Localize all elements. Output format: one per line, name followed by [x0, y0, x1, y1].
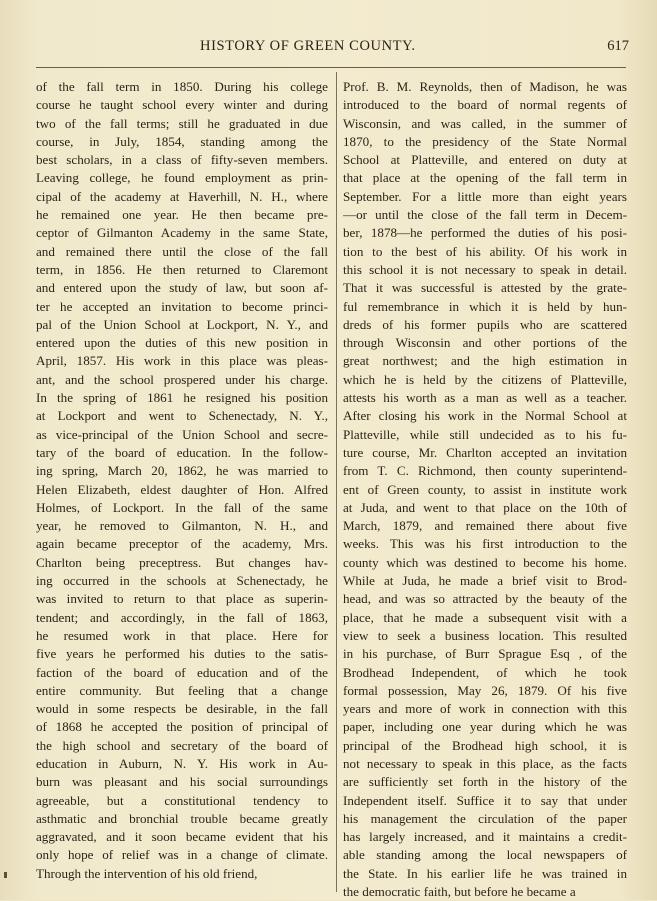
text-line: the democratic faith, but before he became a — [343, 884, 576, 900]
text-line: as vice-principal of the Union School and secre- — [36, 426, 328, 442]
text-line: After closing his work in the Normal School at — [343, 408, 627, 424]
margin-mark — [4, 872, 7, 878]
text-line: Wisconsin, and was called, in the summer of — [343, 115, 627, 131]
text-line: able standing among the local newspapers of — [343, 847, 627, 863]
text-line: That it was successful is attested by the grate- — [343, 280, 627, 296]
text-line: March, 1879, and remained there about five — [343, 518, 627, 534]
text-line: this school it is not necessary to speak in detail. — [343, 261, 627, 277]
text-line: paper, including one year during which he was — [343, 719, 627, 735]
text-line: attests his worth as a man as well as a teacher. — [343, 390, 627, 406]
text-line: While at Juda, he made a brief visit to Brod- — [343, 573, 627, 589]
column-divider — [336, 72, 337, 892]
text-line: Leaving college, he found employment as prin- — [36, 170, 328, 186]
text-line: ture course, Mr. Charlton accepted an invitation — [343, 444, 627, 460]
text-line: Independent itself. Suffice it to say that under — [343, 792, 627, 808]
text-line: the high school and secretary of the board of — [36, 737, 328, 753]
text-line: Through the intervention of his old friend, — [36, 865, 258, 881]
text-line: of the fall term in 1850. During his college — [36, 79, 328, 94]
text-line: has largely increased, and it maintains a credit- — [343, 829, 627, 845]
text-line: Prof. B. M. Reynolds, then of Madison, he was — [343, 79, 627, 94]
text-line: in his purchase, of Burr Sprague Esq , of the — [343, 646, 627, 662]
text-line: ing spring, March 20, 1862, he was married to — [36, 463, 328, 479]
text-line: through Wisconsin and other portions of the — [343, 335, 627, 351]
text-line: 1870, to the presidency of the State Normal — [343, 133, 627, 149]
text-line: of 1868 he accepted the position of principal of — [36, 719, 328, 735]
text-line: faction of the board of education and of the — [36, 664, 328, 680]
text-line: which he is held by the citizens of Platteville, — [343, 371, 627, 387]
text-line: are sufficiently set forth in the history of the — [343, 774, 627, 790]
text-line: ent of Green county, to assist in institute work — [343, 481, 627, 497]
text-line: entire community. But feeling that a change — [36, 682, 328, 698]
text-line: burn was pleasant and his social surroundings — [36, 774, 328, 790]
text-line: asthmatic and bronchial trouble became greatly — [36, 810, 328, 826]
text-line: head, and was so attracted by the beauty of the — [343, 591, 627, 607]
text-line: tendent; and accordingly, in the fall of 1863, — [36, 609, 328, 625]
text-line: five years he performed his duties to the satis- — [36, 646, 328, 662]
text-line: term, in 1856. He then returned to Claremont — [36, 261, 328, 277]
text-line: two of the fall terms; still he graduated in due — [36, 115, 328, 131]
text-line: years and more of work in connection with this — [343, 701, 627, 717]
text-line: cipal of the academy at Haverhill, N. H., where — [36, 188, 328, 204]
text-line: would in some respects be desirable, in the fall — [36, 701, 328, 717]
text-line: —or until the close of the fall term in Decem- — [343, 207, 627, 223]
text-line: Brodhead Independent, of which he took — [343, 664, 627, 680]
text-line: ceptor of Gilmanton Academy in the same State, — [36, 225, 328, 241]
text-line: ful remembrance in which it is held by hun- — [343, 298, 627, 314]
text-line: at Juda, and went to that place on the 10th of — [343, 499, 627, 515]
text-line: Charlton being preceptress. But changes hav- — [36, 554, 328, 570]
text-line: again became preceptor of the academy, Mrs. — [36, 536, 328, 552]
text-line: best scholars, in a class of fifty-seven members. — [36, 152, 328, 168]
text-line: place, that he made a subsequent visit with a — [343, 609, 627, 625]
left-column — [36, 78, 328, 883]
text-line: ing occurred in the schools at Schenectady, he — [36, 573, 328, 589]
header-rule — [36, 67, 626, 68]
text-line: Helen Elizabeth, eldest daughter of Hon. Alfred — [36, 481, 328, 497]
text-line: only hope of relief was in a change of climate. — [36, 847, 328, 863]
text-line: that place at the opening of the fall term in — [343, 170, 627, 186]
text-line: introduced to the board of normal regents of — [343, 97, 627, 113]
text-line: course he taught school every winter and during — [36, 97, 328, 113]
text-line: pal of the Union School at Lockport, N. Y., and — [36, 316, 328, 332]
page-header — [0, 38, 657, 58]
text-line: year, he removed to Gilmanton, N. H., and — [36, 518, 328, 534]
text-line: he resumed work in that place. Here for — [36, 627, 328, 643]
right-column — [343, 78, 627, 901]
text-line: entered upon the duties of this new position in — [36, 335, 328, 351]
text-line: the State. In his earlier life he was trained in — [343, 865, 627, 881]
text-line: was invited to return to that place as superin- — [36, 591, 328, 607]
text-line: formal possession, May 26, 1879. Of his five — [343, 682, 627, 698]
text-line: he remained one year. He then became pre- — [36, 207, 328, 223]
text-line: and entered upon the study of law, but soon af- — [36, 280, 328, 296]
text-line: tary of the board of education. In the follow- — [36, 444, 328, 460]
text-line: September. For a little more than eight years — [343, 188, 627, 204]
text-line: School at Platteville, and entered on duty at — [343, 152, 627, 168]
text-line: ber, 1878—he performed the duties of his posi- — [343, 225, 627, 241]
text-line: In the spring of 1861 he resigned his position — [36, 390, 328, 406]
text-line: not necessary to speak in this place, as the facts — [343, 755, 627, 771]
text-line: great northwest; and the high estimation in — [343, 353, 627, 369]
text-line: agreeable, but a constitutional tendency to — [36, 792, 328, 808]
text-line: county which was destined to become his home. — [343, 554, 627, 570]
text-line: Platteville, while still undecided as to his fu- — [343, 426, 627, 442]
text-line: and remained there until the close of the fall — [36, 243, 328, 259]
text-line: April, 1857. His work in this place was pleas- — [36, 353, 328, 369]
text-line: course, in July, 1854, standing among the — [36, 133, 328, 149]
text-line: at Lockport and went to Schenectady, N. Y., — [36, 408, 328, 424]
running-title: HISTORY OF GREEN COUNTY. — [200, 38, 416, 54]
text-line: education in Auburn, N. Y. His work in Au- — [36, 755, 328, 771]
text-line: his management the circulation of the paper — [343, 810, 627, 826]
text-line: ter he accepted an invitation to become princi- — [36, 298, 328, 314]
text-line: weeks. This was his first introduction to the — [343, 536, 627, 552]
text-line: tion to the best of his ability. Of his work in — [343, 243, 627, 259]
text-line: from T. C. Richmond, then county superintend- — [343, 463, 627, 479]
text-line: aggravated, and it soon became evident that his — [36, 829, 328, 845]
text-line: Holmes, of Lockport. In the fall of the same — [36, 499, 328, 515]
text-line: ant, and the school prospered under his charge. — [36, 371, 328, 387]
page-number: 617 — [607, 38, 629, 54]
text-line: principal of the Brodhead high school, it is — [343, 737, 627, 753]
text-line: dreds of his former pupils who are scattered — [343, 316, 627, 332]
text-line: view to seek a business location. This resulted — [343, 627, 627, 643]
